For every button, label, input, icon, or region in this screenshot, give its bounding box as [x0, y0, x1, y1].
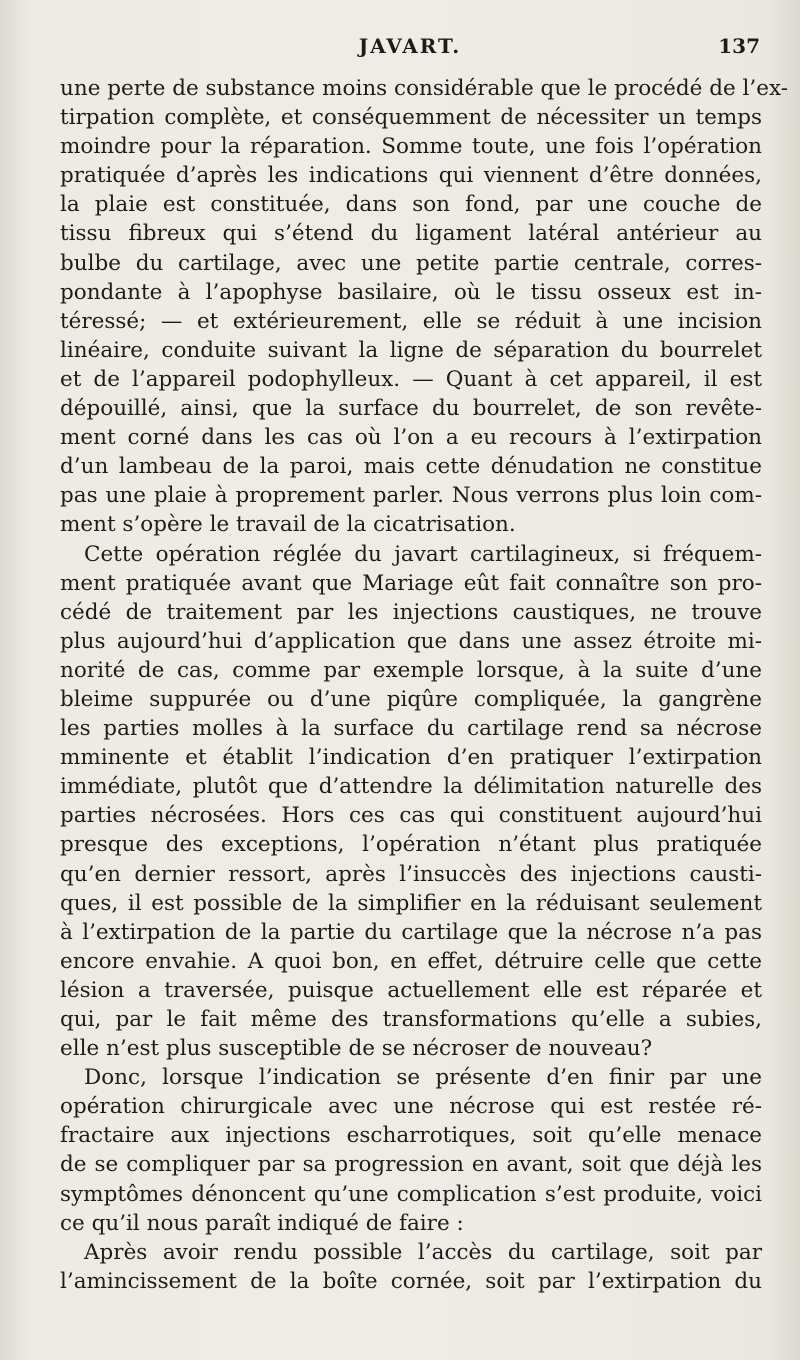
text-line: moindre pour la réparation. Somme toute, une fois l’opération — [60, 134, 762, 160]
paragraph — [60, 74, 788, 540]
text-line: tirpation complète, et conséquemment de nécessiter un temps — [60, 105, 762, 131]
text-line: norité de cas, comme par exemple lorsque, à la suite d’une — [60, 657, 762, 683]
text-line: une perte de substance moins considérable que le procédé de l’ex- — [60, 76, 788, 101]
text-line: l’amincissement de la boîte cornée, soit par l’extirpation du — [60, 1268, 762, 1294]
text-line: Après avoir rendu possible l’accès du cartilage, soit par — [84, 1239, 762, 1265]
text-line: les parties molles à la surface du cartilage rend sa nécrose — [60, 716, 762, 742]
paragraph — [60, 1063, 762, 1238]
text-line: ment s’opère le travail de la cicatrisation. — [60, 512, 516, 538]
text-line: ques, il est possible de la simplifier en la réduisant seulement — [60, 890, 762, 916]
page-number: 137 — [718, 34, 760, 58]
text-line: plus aujourd’hui d’application que dans une assez étroite mi- — [60, 628, 762, 654]
page-title: JAVART. — [358, 34, 462, 58]
text-line: ment corné dans les cas où l’on a eu recours à l’extirpation — [60, 425, 762, 451]
text-line: qu’en dernier ressort, après l’insuccès des injections causti- — [60, 861, 762, 887]
text-line: ce qu’il nous paraît indiqué de faire : — [60, 1210, 464, 1236]
text-line: fractaire aux injections escharrotiques, soit qu’elle menace — [60, 1123, 762, 1149]
text-line: mminente et établit l’indication d’en pratiquer l’extirpation — [60, 745, 762, 771]
running-head — [60, 34, 760, 64]
text-line: pratiquée d’après les indications qui viennent d’être données, — [60, 163, 762, 189]
text-line: dépouillé, ainsi, que la surface du bourrelet, de son revête- — [60, 396, 762, 422]
text-line: pas une plaie à proprement parler. Nous verrons plus loin com- — [60, 483, 762, 509]
text-line: qui, par le fait même des transformations qu’elle a subies, — [60, 1007, 762, 1032]
text-line: Donc, lorsque l’indication se présente d’en finir par une — [84, 1065, 762, 1091]
text-line: et de l’appareil podophylleux. — Quant à cet appareil, il est — [60, 366, 762, 392]
text-line: d’un lambeau de la paroi, mais cette dénudation ne constitue — [60, 454, 762, 480]
text-line: presque des exceptions, l’opération n’étant plus pratiquée — [60, 832, 762, 858]
text-line: de se compliquer par sa progression en avant, soit que déjà les — [60, 1152, 762, 1178]
text-line: lésion a traversée, puisque actuellement elle est réparée et — [60, 977, 762, 1003]
body-text — [60, 74, 788, 1296]
text-line: encore envahie. A quoi bon, en effet, détruire celle que cette — [60, 948, 762, 974]
text-line: tissu fibreux qui s’étend du ligament latéral antérieur au — [60, 221, 762, 247]
paragraph — [60, 1238, 762, 1296]
text-line: Cette opération réglée du javart cartilagineux, si fréquem- — [84, 541, 762, 567]
text-line: symptômes dénoncent qu’une complication s’est produite, voici — [60, 1181, 762, 1207]
text-line: parties nécrosées. Hors ces cas qui constituent aujourd’hui — [60, 803, 762, 829]
text-line: à l’extirpation de la partie du cartilage que la nécrose n’a pas — [60, 919, 762, 945]
text-line: immédiate, plutôt que d’attendre la délimitation naturelle des — [60, 774, 762, 800]
text-line: cédé de traitement par les injections caustiques, ne trouve — [60, 599, 762, 625]
text-line: bulbe du cartilage, avec une petite partie centrale, corres- — [60, 250, 762, 276]
text-line: elle n’est plus susceptible de se nécroser de nouveau? — [60, 1036, 653, 1062]
text-line: opération chirurgicale avec une nécrose qui est restée ré- — [60, 1094, 762, 1120]
text-line: ment pratiquée avant que Mariage eût fait connaître son pro- — [60, 570, 762, 596]
text-line: linéaire, conduite suivant la ligne de séparation du bourrelet — [60, 337, 762, 363]
text-line: pondante à l’apophyse basilaire, où le tissu osseux est in- — [60, 279, 762, 305]
text-line: la plaie est constituée, dans son fond, par une couche de — [60, 192, 762, 218]
text-line: bleime suppurée ou d’une piqûre compliquée, la gangrène — [60, 686, 762, 712]
paragraph — [60, 540, 762, 1064]
text-line: téressé; — et extérieurement, elle se réduit à une incision — [60, 308, 762, 334]
